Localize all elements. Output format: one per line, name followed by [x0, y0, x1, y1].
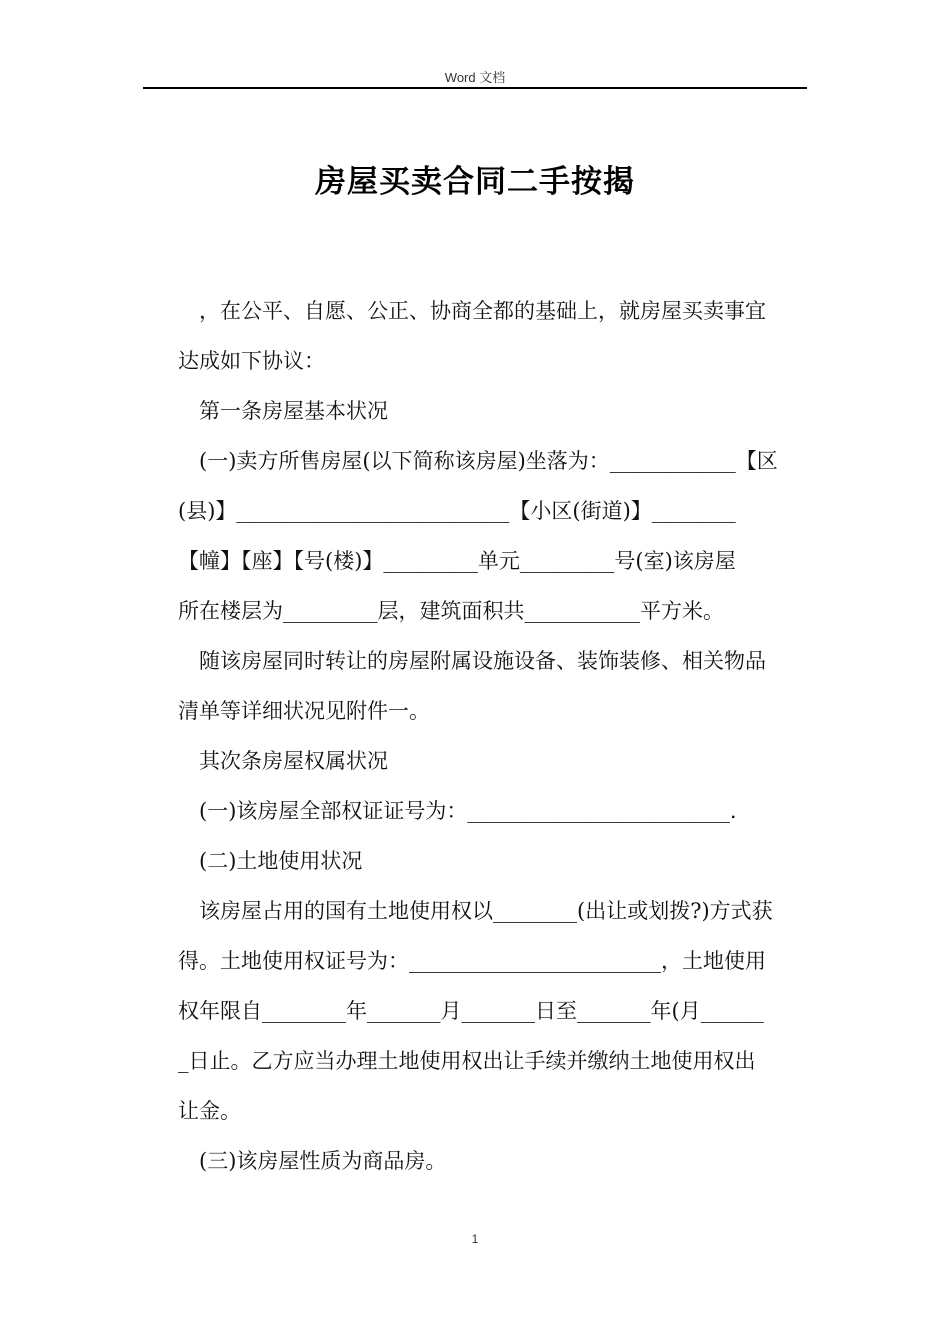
paragraph: 该房屋占用的国有土地使用权以________(出让或划拨?)方式获 [199, 899, 773, 923]
paragraph: (一)该房屋全部权证证号为：_________________________. [199, 799, 737, 823]
paragraph: ，在公平、自愿、公正、协商全都的基础上，就房屋买卖事宜 [199, 299, 766, 323]
paragraph: 清单等详细状况见附件一。 [178, 699, 430, 723]
section-heading: 第一条房屋基本状况 [199, 399, 388, 423]
paragraph: 【幢】【座】【号(楼)】_________单元_________号(室)该房屋 [178, 549, 736, 573]
paragraph: (三)该房屋性质为商品房。 [199, 1149, 447, 1173]
section-heading: 其次条房屋权属状况 [199, 749, 388, 773]
paragraph: (二)土地使用状况 [199, 849, 363, 873]
header-divider [143, 87, 807, 89]
page-number: 1 [471, 1232, 479, 1246]
page-header-label: Word 文档 [444, 70, 506, 85]
paragraph: (一)卖方所售房屋(以下简称该房屋)坐落为：____________【区 [199, 449, 778, 473]
document-title: 房屋买卖合同二手按揭 [315, 164, 635, 200]
paragraph: 达成如下协议： [178, 349, 325, 373]
paragraph: (县)】__________________________【小区(街道)】________ [178, 499, 736, 523]
paragraph: 随该房屋同时转让的房屋附属设施设备、装饰装修、相关物品 [199, 649, 766, 673]
paragraph: 让金。 [178, 1099, 241, 1123]
paragraph: 得。土地使用权证号为：________________________，土地使用 [178, 949, 766, 973]
paragraph: 权年限自________年_______月_______日至_______年(月______ [178, 999, 764, 1023]
paragraph: 所在楼层为_________层，建筑面积共___________平方米。 [178, 599, 724, 623]
document-body [178, 286, 802, 1186]
paragraph: _日止。乙方应当办理土地使用权出让手续并缴纳土地使用权出 [178, 1049, 756, 1073]
